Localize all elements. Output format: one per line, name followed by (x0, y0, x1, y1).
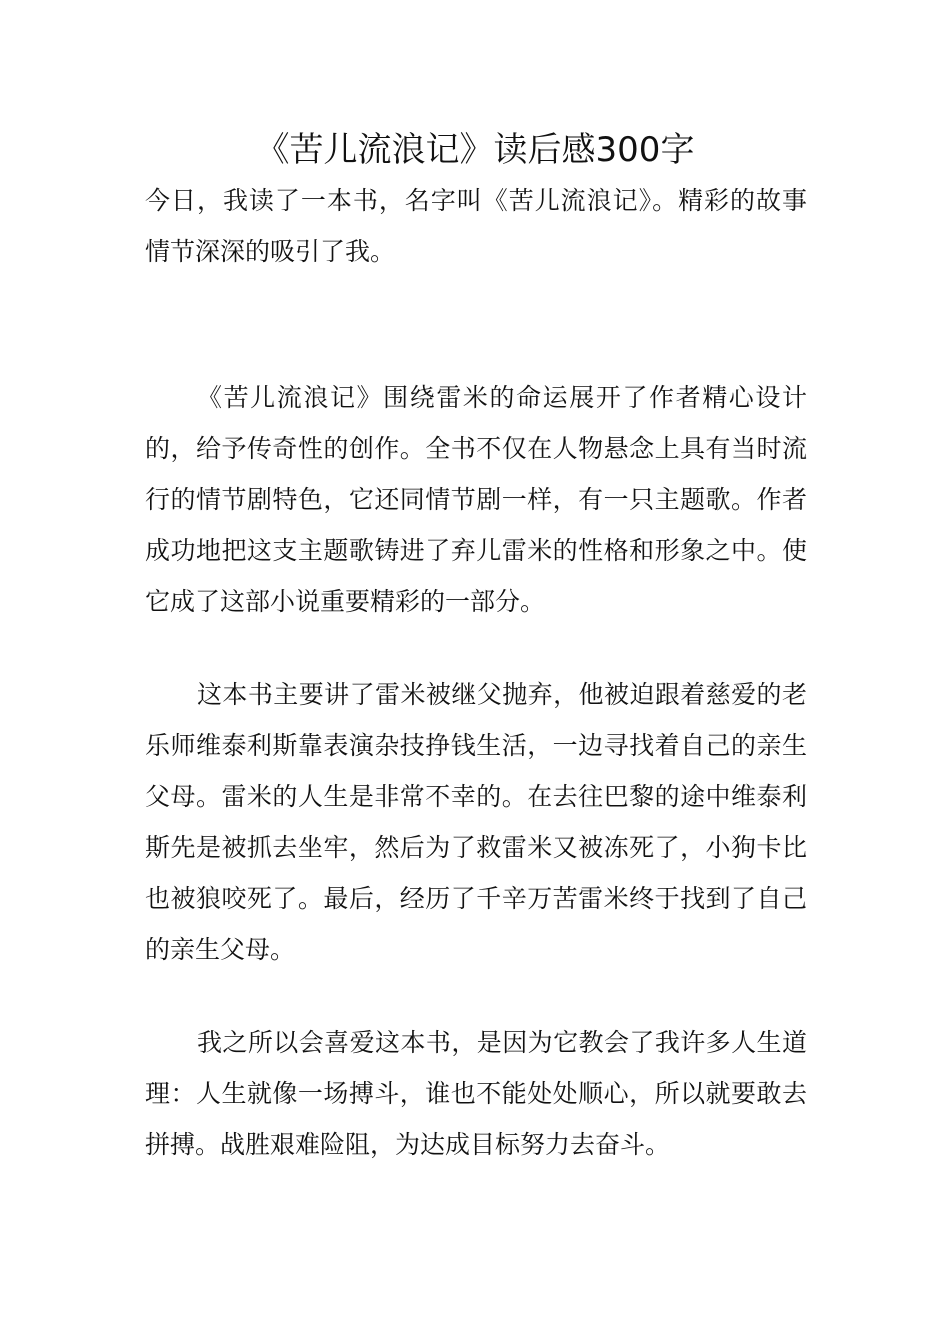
paragraph-book-overview: 《苦儿流浪记》围绕雷米的命运展开了作者精心设计的，给予传奇性的创作。全书不仅在人物悬念上具有当时流行的情节剧特色，它还同情节剧一样，有一只主题歌。作者成功地把这支主题歌铸进了弃儿雷米的性格和形象之中。使它成了这部小说重要精彩的一部分。 (145, 383, 807, 616)
paragraph-reflection: 我之所以会喜爱这本书，是因为它教会了我许多人生道理：人生就像一场搏斗，谁也不能处处顺心，所以就要敢去拼搏。战胜艰难险阻，为达成目标努力去奋斗。 (145, 1028, 807, 1159)
document-title: 《苦儿流浪记》读后感300字 (255, 130, 695, 170)
paragraph-story-summary: 这本书主要讲了雷米被继父抛弃，他被迫跟着慈爱的老乐师维泰利斯靠表演杂技挣钱生活，一边寻找着自己的亲生父母。雷米的人生是非常不幸的。在去往巴黎的途中维泰利斯先是被抓去坐牢，然后为了救雷米又被冻死了，小狗卡比也被狼咬死了。最后，经历了千辛万苦雷米终于找到了自己的亲生父母。 (145, 680, 807, 964)
paragraph-intro: 今日，我读了一本书，名字叫《苦儿流浪记》。精彩的故事情节深深的吸引了我。 (145, 186, 807, 266)
